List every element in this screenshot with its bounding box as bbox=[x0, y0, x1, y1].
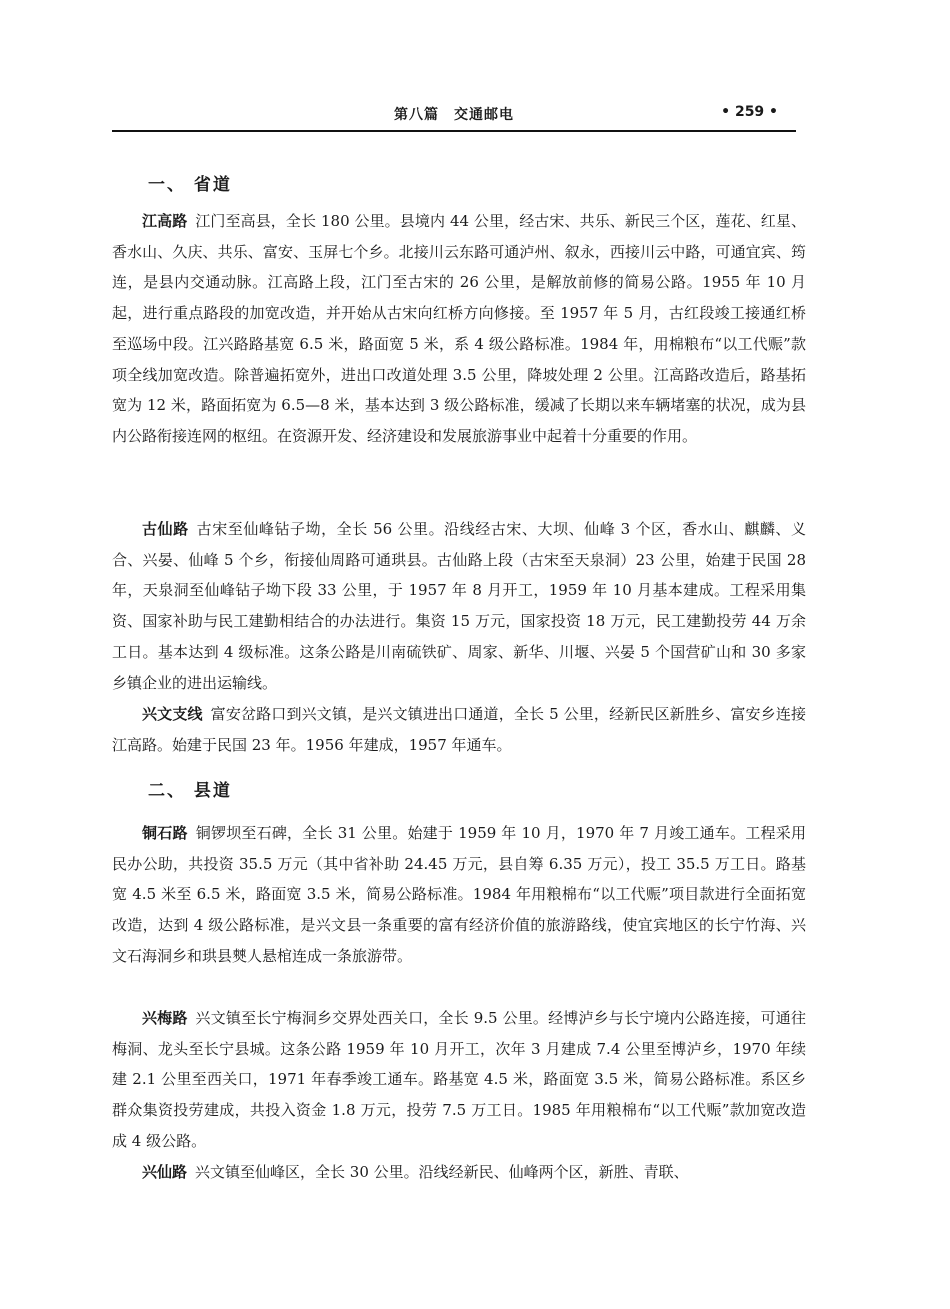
paragraph-text: 富安岔路口到兴文镇，是兴文镇进出口通道，全长 5 公里，经新民区新胜乡、富安乡连接江高路。始建于民国 23 年。1956 年建成，1957 年通车。 bbox=[112, 705, 806, 754]
header-rule bbox=[112, 130, 796, 132]
road-name: 古仙路 bbox=[142, 520, 189, 538]
section-heading-county: 二、 县道 bbox=[148, 781, 232, 801]
road-name: 江高路 bbox=[142, 212, 188, 230]
road-name: 兴文支线 bbox=[142, 705, 203, 723]
paragraph-tongshi-road bbox=[112, 818, 806, 972]
section-heading-provincial: 一、 省道 bbox=[148, 175, 232, 195]
paragraph-text: 江门至高县，全长 180 公里。县境内 44 公里，经古宋、共乐、新民三个区，莲花、红星、香水山、久庆、共乐、富安、玉屏七个乡。北接川云东路可通泸州、叙永，西接川云中路，可通宜宾、筠连，是县内交通动脉。江高路上段，江门至古宋的 26 公里，是解放前修的简易公路。1955 年 10 月起，进行重点路段的加宽改造，并开始从古宋向红桥方向修接。至 1957 年 5 月，古红段竣工接通红桥至巡场中段。江兴路路基宽 6.5 米，路面宽 5 米，系 4 级公路标准。1984 年，用棉粮布“以工代赈”款项全线加宽改造。除普遍拓宽外，进出口改道处理 3.5 公里，降坡处理 2 公里。江高路改造后，路基拓宽为 12 米，路面拓宽为 6.5—8 米，基本达到 3 级公路标准，缓减了长期以来车辆堵塞的状况，成为县内公路衔接连网的枢纽。在资源开发、经济建设和发展旅游事业中起着十分重要的作用。 bbox=[112, 212, 806, 445]
paragraph-jianggao-road bbox=[112, 206, 806, 452]
paragraph-guxian-road bbox=[112, 514, 806, 698]
road-name: 兴梅路 bbox=[142, 1009, 188, 1027]
road-name: 铜石路 bbox=[142, 824, 188, 842]
paragraph-xingwen-branch bbox=[112, 699, 806, 760]
running-header bbox=[112, 104, 796, 126]
paragraph-text: 兴文镇至仙峰区，全长 30 公里。沿线经新民、仙峰两个区，新胜、青联、 bbox=[195, 1163, 689, 1181]
paragraph-xingmei-road bbox=[112, 1003, 806, 1157]
paragraph-text: 古宋至仙峰钻子坳，全长 56 公里。沿线经古宋、大坝、仙峰 3 个区，香水山、麒麟、义合、兴晏、仙峰 5 个乡，衔接仙周路可通珙县。古仙路上段（古宋至天泉洞）23 公里，始建于民国 28 年，天泉洞至仙峰钻子坳下段 33 公里，于 1957 年 8 月开工，1959 年 10 月基本建成。工程采用集资、国家补助与民工建勤相结合的办法进行。集资 15 万元，国家投资 18 万元，民工建勤投劳 44 万余工日。基本达到 4 级标准。这条公路是川南硫铁矿、周家、新华、川堰、兴晏 5 个国营矿山和 30 多家乡镇企业的进出运输线。 bbox=[112, 520, 806, 692]
paragraph-text: 兴文镇至长宁梅洞乡交界处西关口，全长 9.5 公里。经博泸乡与长宁境内公路连接，可通往梅洞、龙头至长宁县城。这条公路 1959 年 10 月开工，次年 3 月建成 7.4 公里至博泸乡，1970 年续建 2.1 公里至西关口，1971 年春季竣工通车。路基宽 4.5 米，路面宽 3.5 米，简易公路标准。系区乡群众集资投劳建成，共投入资金 1.8 万元，投劳 7.5 万工日。1985 年用粮棉布“以工代赈”款加宽改造成 4 级公路。 bbox=[112, 1009, 806, 1150]
road-name: 兴仙路 bbox=[142, 1163, 188, 1181]
chapter-title: 第八篇 交通邮电 bbox=[394, 107, 514, 123]
page-number: • 259 • bbox=[721, 104, 778, 120]
paragraph-xingxian-road bbox=[112, 1157, 806, 1188]
paragraph-text: 铜锣坝至石碑，全长 31 公里。始建于 1959 年 10 月，1970 年 7 月竣工通车。工程采用民办公助，共投资 35.5 万元（其中省补助 24.45 万元，县自筹 6.35 万元），投工 35.5 万工日。路基宽 4.5 米至 6.5 米，路面宽 3.5 米，简易公路标准。1984 年用粮棉布“以工代赈”项目款进行全面拓宽改造，达到 4 级公路标准，是兴文县一条重要的富有经济价值的旅游路线，使宜宾地区的长宁竹海、兴文石海洞乡和珙县僰人悬棺连成一条旅游带。 bbox=[112, 824, 806, 965]
